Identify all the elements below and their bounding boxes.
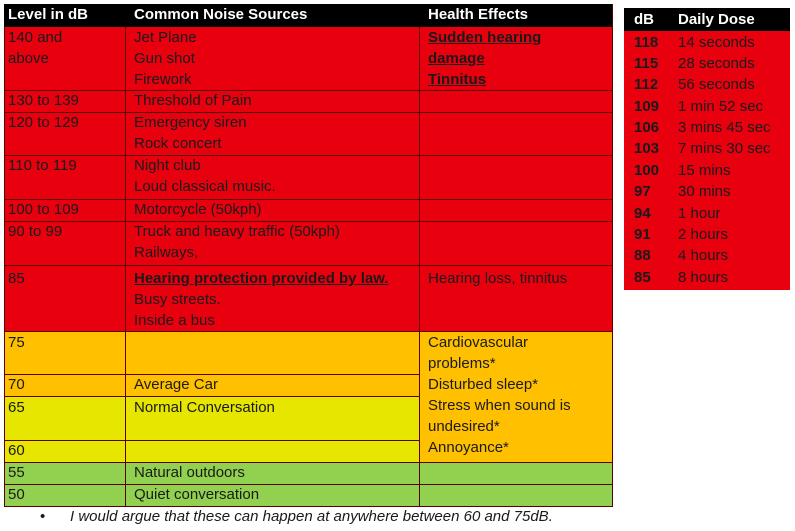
sources-cell-100 [125, 199, 419, 221]
source-text: Night club [134, 157, 201, 174]
effects-cell-110 [419, 155, 612, 199]
sources-cell-130 [125, 90, 419, 112]
table-border-left [4, 27, 5, 506]
dose-row [624, 267, 790, 288]
dose-db: 85 [634, 269, 651, 286]
effect-text: Tinnitus [428, 71, 487, 88]
sources-cell-110 [125, 155, 419, 199]
source-text: Hearing protection provided by law. [134, 270, 389, 287]
source-text: Motorcycle (50kph) [134, 201, 262, 218]
effects-cell-merged [419, 331, 612, 462]
header-sources [125, 4, 419, 27]
level-cell-65 [4, 396, 125, 440]
dose-duration: 14 seconds [678, 34, 755, 51]
dose-db: 109 [634, 98, 660, 115]
dose-row [624, 74, 790, 95]
table-border-right [612, 4, 613, 506]
dose-row [624, 245, 790, 266]
effect-text: Sudden hearing [428, 29, 542, 46]
source-text: Natural outdoors [134, 464, 245, 481]
sources-cell-140 [125, 27, 419, 90]
row-divider [4, 199, 612, 200]
effects-cell-120 [419, 112, 612, 155]
column-divider [419, 27, 420, 506]
row-divider [4, 484, 612, 485]
header-effects-text: Health Effects [428, 6, 529, 23]
level-text: 60 [8, 442, 25, 459]
level-text: 65 [8, 399, 25, 416]
effects-cell-50 [419, 484, 612, 506]
row-divider [4, 155, 612, 156]
source-text: Railways, [134, 244, 199, 261]
footnote-text: I would argue that these can happen at anywhere between 60 and 75dB. [70, 508, 553, 525]
sources-cell-65 [125, 396, 419, 440]
dose-db: 118 [634, 34, 659, 51]
dose-db: 112 [634, 76, 659, 93]
dose-duration: 7 mins 30 sec [678, 140, 771, 157]
row-divider [4, 90, 612, 91]
effects-cell-90 [419, 221, 612, 265]
dose-db: 91 [634, 226, 651, 243]
level-cell-110 [4, 155, 125, 199]
dose-header [624, 8, 790, 31]
source-text: Threshold of Pain [134, 92, 252, 109]
dose-db: 115 [634, 55, 659, 72]
dose-duration: 2 hours [678, 226, 729, 243]
row-divider [4, 221, 612, 222]
level-text: 50 [8, 486, 25, 503]
dose-row [624, 53, 790, 74]
level-cell-130 [4, 90, 125, 112]
source-text: Jet Plane [134, 29, 197, 46]
source-text: Gun shot [134, 50, 195, 67]
effects-cell-130 [419, 90, 612, 112]
effect-text: undesired* [428, 418, 500, 435]
sources-cell-70 [125, 374, 419, 396]
sources-cell-60 [125, 440, 419, 462]
row-divider [4, 112, 612, 113]
level-cell-90 [4, 221, 125, 265]
header-level [4, 4, 125, 27]
source-text: Rock concert [134, 135, 222, 152]
dose-row [624, 96, 790, 117]
row-divider [4, 462, 612, 463]
dose-duration: 15 mins [678, 162, 731, 179]
row-divider [4, 396, 419, 397]
header-level-text: Level in dB [8, 6, 89, 23]
effects-cell-85 [419, 265, 612, 331]
effect-text: Disturbed sleep* [428, 376, 539, 393]
effect-text: Annoyance* [428, 439, 509, 456]
daily-dose-table [624, 8, 790, 290]
level-text: 130 to 139 [8, 92, 79, 109]
level-cell-75 [4, 331, 125, 374]
source-text: Busy streets. [134, 291, 221, 308]
bullet-icon: • [40, 508, 46, 525]
level-text: 120 to 129 [8, 114, 79, 131]
header-sources-text: Common Noise Sources [134, 6, 308, 23]
row-divider [4, 331, 612, 332]
dose-duration: 4 hours [678, 247, 729, 264]
dose-duration: 1 hour [678, 205, 721, 222]
dose-db: 88 [634, 247, 651, 264]
dose-row [624, 117, 790, 138]
level-text: 70 [8, 376, 25, 393]
effect-text: problems* [428, 355, 496, 372]
source-text: Truck and heavy traffic (50kph) [134, 223, 340, 240]
level-text: 75 [8, 334, 25, 351]
sources-cell-75 [125, 331, 419, 374]
dose-duration: 28 seconds [678, 55, 755, 72]
dose-db: 94 [634, 205, 651, 222]
level-cell-60 [4, 440, 125, 462]
dose-db: 106 [634, 119, 660, 136]
level-text: above [8, 50, 49, 67]
row-divider [4, 265, 612, 266]
level-text: 110 to 119 [8, 157, 77, 174]
source-text: Inside a bus [134, 312, 215, 329]
effects-cell-55 [419, 462, 612, 484]
source-text: Quiet conversation [134, 486, 260, 503]
dose-row [624, 160, 790, 181]
dose-row [624, 203, 790, 224]
dose-duration: 8 hours [678, 269, 729, 286]
table-border-bottom [4, 506, 613, 507]
effect-text: damage [428, 50, 485, 67]
level-text: 140 and [8, 29, 63, 46]
row-divider [4, 374, 419, 375]
dose-db: 100 [634, 162, 660, 179]
sources-cell-50 [125, 484, 419, 506]
source-text: Loud classical music. [134, 178, 276, 195]
dose-row [624, 32, 790, 53]
level-text: 90 to 99 [8, 223, 63, 240]
effects-cell-100 [419, 199, 612, 221]
sources-cell-55 [125, 462, 419, 484]
level-text: 100 to 109 [8, 201, 79, 218]
level-cell-140 [4, 27, 125, 90]
source-text: Average Car [134, 376, 218, 393]
dose-duration: 3 mins 45 sec [678, 119, 771, 136]
dose-row [624, 138, 790, 159]
sources-cell-120 [125, 112, 419, 155]
level-cell-100 [4, 199, 125, 221]
effect-text: Hearing loss, tinnitus [428, 270, 568, 287]
level-text: 85 [8, 270, 25, 287]
level-cell-85 [4, 265, 125, 331]
level-text: 55 [8, 464, 25, 481]
level-cell-50 [4, 484, 125, 506]
level-cell-55 [4, 462, 125, 484]
sources-cell-85 [125, 265, 419, 331]
dose-row [624, 181, 790, 202]
sources-cell-90 [125, 221, 419, 265]
dose-db: 103 [634, 140, 660, 157]
column-divider [125, 27, 126, 506]
effects-cell-140 [419, 27, 612, 90]
dose-header-db: dB [634, 11, 654, 28]
row-divider [4, 440, 419, 441]
dose-row [624, 224, 790, 245]
dose-duration: 1 min 52 sec [678, 98, 764, 115]
source-text: Normal Conversation [134, 399, 275, 416]
header-effects [419, 4, 612, 27]
effect-text: Stress when sound is [428, 397, 571, 414]
effect-text: Cardiovascular [428, 334, 529, 351]
source-text: Emergency siren [134, 114, 247, 131]
source-text: Firework [134, 71, 192, 88]
dose-db: 97 [634, 183, 651, 200]
level-cell-120 [4, 112, 125, 155]
level-cell-70 [4, 374, 125, 396]
dose-header-dose: Daily Dose [678, 11, 755, 28]
dose-duration: 30 mins [678, 183, 731, 200]
dose-duration: 56 seconds [678, 76, 755, 93]
